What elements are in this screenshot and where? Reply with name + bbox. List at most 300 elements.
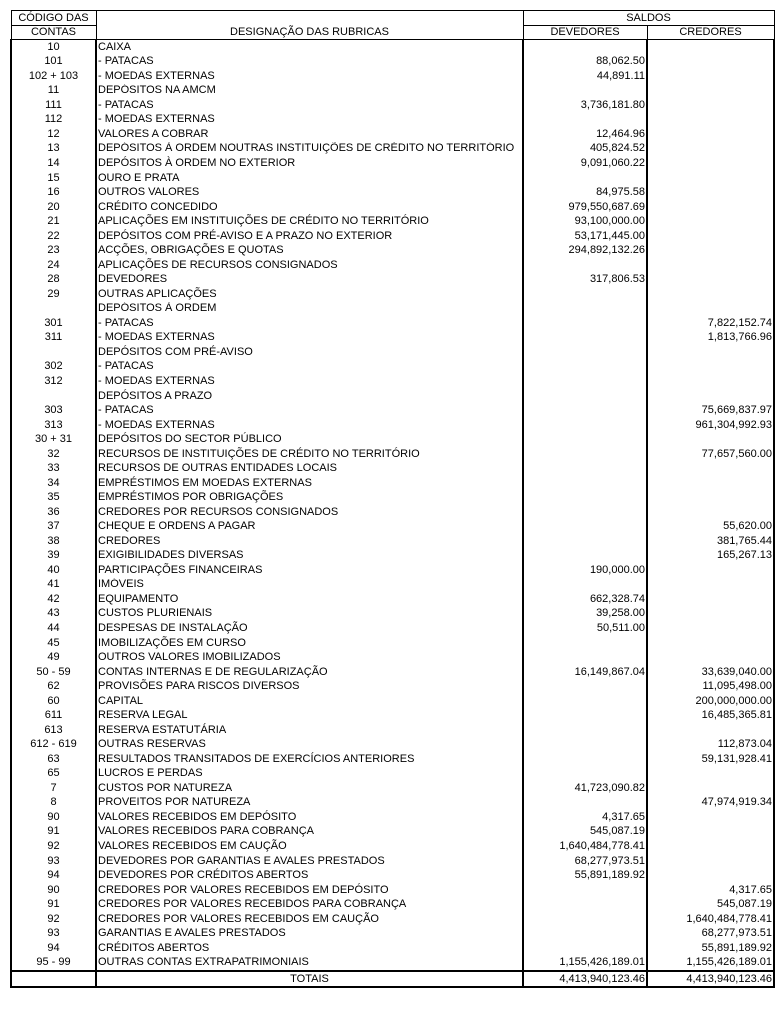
header-designation xyxy=(96,11,523,40)
account-code: 311 xyxy=(11,331,96,346)
account-code: 29 xyxy=(11,287,96,302)
credit-balance xyxy=(647,229,774,244)
debit-balance: 16,149,867.04 xyxy=(523,665,647,680)
credit-balance: 1,813,766.96 xyxy=(647,331,774,346)
table-row xyxy=(11,912,774,927)
debit-balance xyxy=(523,723,647,738)
credit-balance xyxy=(647,767,774,782)
table-row xyxy=(11,243,774,258)
debit-balance xyxy=(523,752,647,767)
table-row xyxy=(11,69,774,84)
account-description: OUTRAS APLICAÇÕES xyxy=(96,287,523,302)
table-row xyxy=(11,185,774,200)
account-code: 60 xyxy=(11,694,96,709)
balance-sheet xyxy=(10,10,773,988)
debit-balance xyxy=(523,505,647,520)
account-description: CREDORES POR RECURSOS CONSIGNADOS xyxy=(96,505,523,520)
account-description: RECURSOS DE INSTITUIÇÕES DE CRÉDITO NO TERRITÓRIO xyxy=(96,447,523,462)
table-row xyxy=(11,302,774,317)
account-description: CREDORES xyxy=(96,534,523,549)
account-description: DEPÓSITOS DO SECTOR PÚBLICO xyxy=(96,432,523,447)
account-description: OUTRAS RESERVAS xyxy=(96,738,523,753)
account-code: 62 xyxy=(11,679,96,694)
table-row xyxy=(11,447,774,462)
account-code: 92 xyxy=(11,839,96,854)
account-description: EMPRÉSTIMOS EM MOEDAS EXTERNAS xyxy=(96,476,523,491)
debit-balance xyxy=(523,40,647,55)
account-code: 94 xyxy=(11,941,96,956)
debit-balance: 317,806.53 xyxy=(523,273,647,288)
account-code: 42 xyxy=(11,592,96,607)
account-description: CONTAS INTERNAS E DE REGULARIZAÇÃO xyxy=(96,665,523,680)
credit-balance xyxy=(647,825,774,840)
table-row xyxy=(11,505,774,520)
credit-balance xyxy=(647,723,774,738)
account-code: 30 + 31 xyxy=(11,432,96,447)
account-description: EXIGIBILIDADES DIVERSAS xyxy=(96,549,523,564)
table-row xyxy=(11,287,774,302)
debit-balance xyxy=(523,432,647,447)
credit-balance: 1,640,484,778.41 xyxy=(647,912,774,927)
account-code: 50 - 59 xyxy=(11,665,96,680)
account-code xyxy=(11,389,96,404)
credit-balance: 7,822,152.74 xyxy=(647,316,774,331)
table-row xyxy=(11,214,774,229)
credit-balance: 112,873.04 xyxy=(647,738,774,753)
credit-balance xyxy=(647,98,774,113)
account-code: 91 xyxy=(11,825,96,840)
account-code: 303 xyxy=(11,403,96,418)
credit-balance xyxy=(647,621,774,636)
debit-balance xyxy=(523,461,647,476)
credit-balance xyxy=(647,839,774,854)
account-description: CRÉDITO CONCEDIDO xyxy=(96,200,523,215)
account-code: 65 xyxy=(11,767,96,782)
account-code: 8 xyxy=(11,796,96,811)
account-description: RESERVA ESTATUTÁRIA xyxy=(96,723,523,738)
account-description: IMÓVEIS xyxy=(96,578,523,593)
credit-balance: 75,669,837.97 xyxy=(647,403,774,418)
debit-balance xyxy=(523,897,647,912)
credit-balance xyxy=(647,185,774,200)
account-code: 93 xyxy=(11,926,96,941)
debit-balance: 12,464.96 xyxy=(523,127,647,142)
debit-balance xyxy=(523,476,647,491)
table-row xyxy=(11,708,774,723)
debit-balance xyxy=(523,534,647,549)
account-description: GARANTIAS E AVALES PRESTADOS xyxy=(96,926,523,941)
debit-balance: 93,100,000.00 xyxy=(523,214,647,229)
account-description: OUTROS VALORES IMOBILIZADOS xyxy=(96,650,523,665)
account-code: 90 xyxy=(11,810,96,825)
table-row xyxy=(11,897,774,912)
account-code: 37 xyxy=(11,520,96,535)
account-code: 23 xyxy=(11,243,96,258)
debit-balance: 545,087.19 xyxy=(523,825,647,840)
credit-balance xyxy=(647,113,774,128)
credit-balance: 16,485,365.81 xyxy=(647,708,774,723)
account-code: 14 xyxy=(11,156,96,171)
account-code: 36 xyxy=(11,505,96,520)
debit-balance xyxy=(523,302,647,317)
credit-balance xyxy=(647,156,774,171)
table-body xyxy=(11,40,774,972)
table-row xyxy=(11,171,774,186)
credit-balance: 200,000,000.00 xyxy=(647,694,774,709)
account-description: CUSTOS PLURIENAIS xyxy=(96,607,523,622)
credit-balance: 381,765.44 xyxy=(647,534,774,549)
account-code: 32 xyxy=(11,447,96,462)
account-description: ACÇÕES, OBRIGAÇÕES E QUOTAS xyxy=(96,243,523,258)
account-code: 313 xyxy=(11,418,96,433)
account-description: OUTROS VALORES xyxy=(96,185,523,200)
totals-devedores: 4,413,940,123.46 xyxy=(523,971,647,987)
credit-balance xyxy=(647,432,774,447)
account-description: DEVEDORES POR CRÉDITOS ABERTOS xyxy=(96,868,523,883)
table-row xyxy=(11,142,774,157)
account-description: EMPRÉSTIMOS POR OBRIGAÇÕES xyxy=(96,490,523,505)
credit-balance xyxy=(647,287,774,302)
debit-balance: 50,511.00 xyxy=(523,621,647,636)
table-row xyxy=(11,868,774,883)
account-code: 28 xyxy=(11,273,96,288)
credit-balance xyxy=(647,273,774,288)
debit-balance xyxy=(523,738,647,753)
table-row xyxy=(11,360,774,375)
debit-balance xyxy=(523,418,647,433)
account-description: DEPÓSITOS À ORDEM NO EXTERIOR xyxy=(96,156,523,171)
account-code: 612 - 619 xyxy=(11,738,96,753)
table-row xyxy=(11,389,774,404)
totals-credores: 4,413,940,123.46 xyxy=(647,971,774,987)
debit-balance: 3,736,181.80 xyxy=(523,98,647,113)
table-row xyxy=(11,738,774,753)
account-code: 93 xyxy=(11,854,96,869)
table-row xyxy=(11,679,774,694)
table-row xyxy=(11,273,774,288)
debit-balance xyxy=(523,389,647,404)
account-code: 43 xyxy=(11,607,96,622)
debit-balance xyxy=(523,708,647,723)
account-description: APLICAÇÕES DE RECURSOS CONSIGNADOS xyxy=(96,258,523,273)
account-code: 38 xyxy=(11,534,96,549)
account-description: PARTICIPAÇÕES FINANCEIRAS xyxy=(96,563,523,578)
account-description: DESPESAS DE INSTALAÇÃO xyxy=(96,621,523,636)
debit-balance xyxy=(523,767,647,782)
account-code: 45 xyxy=(11,636,96,651)
debit-balance xyxy=(523,926,647,941)
account-description: LUCROS E PERDAS xyxy=(96,767,523,782)
credit-balance xyxy=(647,243,774,258)
table-row xyxy=(11,156,774,171)
debit-balance xyxy=(523,287,647,302)
account-description: - PATACAS xyxy=(96,316,523,331)
table-row xyxy=(11,549,774,564)
account-description: DEPÓSITOS A PRAZO xyxy=(96,389,523,404)
debit-balance xyxy=(523,549,647,564)
account-description: RESULTADOS TRANSITADOS DE EXERCÍCIOS ANTERIORES xyxy=(96,752,523,767)
account-description: - MOEDAS EXTERNAS xyxy=(96,69,523,84)
account-description: CHEQUE E ORDENS A PAGAR xyxy=(96,520,523,535)
debit-balance xyxy=(523,345,647,360)
credit-balance xyxy=(647,55,774,70)
table-row xyxy=(11,331,774,346)
table-row xyxy=(11,403,774,418)
table-row xyxy=(11,461,774,476)
account-description: CAIXA xyxy=(96,40,523,55)
credit-balance xyxy=(647,374,774,389)
credit-balance xyxy=(647,505,774,520)
debit-balance xyxy=(523,578,647,593)
table-row xyxy=(11,752,774,767)
debit-balance: 41,723,090.82 xyxy=(523,781,647,796)
credit-balance xyxy=(647,592,774,607)
account-code: 24 xyxy=(11,258,96,273)
account-description: RECURSOS DE OUTRAS ENTIDADES LOCAIS xyxy=(96,461,523,476)
debit-balance xyxy=(523,447,647,462)
debit-balance xyxy=(523,360,647,375)
table-row xyxy=(11,621,774,636)
header-code-line2: CONTAS xyxy=(11,26,96,40)
debit-balance xyxy=(523,912,647,927)
credit-balance: 1,155,426,189.01 xyxy=(647,955,774,971)
table-row xyxy=(11,258,774,273)
account-description: - MOEDAS EXTERNAS xyxy=(96,113,523,128)
credit-balance: 165,267.13 xyxy=(647,549,774,564)
account-code: 22 xyxy=(11,229,96,244)
table-row xyxy=(11,374,774,389)
account-description: - PATACAS xyxy=(96,55,523,70)
account-description: CRÉDITOS ABERTOS xyxy=(96,941,523,956)
account-code xyxy=(11,345,96,360)
credit-balance: 68,277,973.51 xyxy=(647,926,774,941)
debit-balance xyxy=(523,883,647,898)
table-row xyxy=(11,345,774,360)
account-description: CREDORES POR VALORES RECEBIDOS PARA COBRANÇA xyxy=(96,897,523,912)
debit-balance xyxy=(523,490,647,505)
debit-balance xyxy=(523,374,647,389)
credit-balance xyxy=(647,127,774,142)
account-code: 613 xyxy=(11,723,96,738)
credit-balance: 77,657,560.00 xyxy=(647,447,774,462)
credit-balance xyxy=(647,476,774,491)
header-saldos: SALDOS xyxy=(523,11,774,26)
header-designation-label: DESIGNAÇÃO DAS RUBRICAS xyxy=(230,26,389,38)
account-code: 101 xyxy=(11,55,96,70)
account-code: 35 xyxy=(11,490,96,505)
totals-label: TOTAIS xyxy=(96,971,523,987)
credit-balance xyxy=(647,650,774,665)
account-description: - PATACAS xyxy=(96,98,523,113)
table-row xyxy=(11,40,774,55)
account-description: PROVEITOS POR NATUREZA xyxy=(96,796,523,811)
account-description: - MOEDAS EXTERNAS xyxy=(96,374,523,389)
debit-balance: 88,062.50 xyxy=(523,55,647,70)
debit-balance: 53,171,445.00 xyxy=(523,229,647,244)
debit-balance: 39,258.00 xyxy=(523,607,647,622)
credit-balance: 4,317.65 xyxy=(647,883,774,898)
debit-balance xyxy=(523,331,647,346)
debit-balance xyxy=(523,650,647,665)
table-row xyxy=(11,534,774,549)
account-code: 41 xyxy=(11,578,96,593)
totals-section xyxy=(11,971,774,987)
debit-balance xyxy=(523,520,647,535)
credit-balance xyxy=(647,461,774,476)
account-description: APLICAÇÕES EM INSTITUIÇÕES DE CRÉDITO NO TERRITÓRIO xyxy=(96,214,523,229)
header-code-line1: CÓDIGO DAS xyxy=(11,11,96,26)
credit-balance xyxy=(647,302,774,317)
account-code: 111 xyxy=(11,98,96,113)
account-description: CAPITAL xyxy=(96,694,523,709)
account-code: 7 xyxy=(11,781,96,796)
debit-balance xyxy=(523,113,647,128)
table-row xyxy=(11,694,774,709)
account-code: 13 xyxy=(11,142,96,157)
credit-balance xyxy=(647,389,774,404)
table-row xyxy=(11,665,774,680)
account-code: 40 xyxy=(11,563,96,578)
table-row xyxy=(11,98,774,113)
credit-balance xyxy=(647,84,774,99)
debit-balance: 979,550,687.69 xyxy=(523,200,647,215)
credit-balance xyxy=(647,607,774,622)
credit-balance xyxy=(647,258,774,273)
account-code: 302 xyxy=(11,360,96,375)
account-code: 91 xyxy=(11,897,96,912)
table-row xyxy=(11,796,774,811)
credit-balance: 55,620.00 xyxy=(647,520,774,535)
credit-balance: 59,131,928.41 xyxy=(647,752,774,767)
credit-balance xyxy=(647,171,774,186)
credit-balance xyxy=(647,578,774,593)
table-row xyxy=(11,723,774,738)
table-row xyxy=(11,490,774,505)
account-description: DEPÓSITOS COM PRÉ-AVISO E A PRAZO NO EXTERIOR xyxy=(96,229,523,244)
table-row xyxy=(11,55,774,70)
debit-balance xyxy=(523,403,647,418)
account-description: DEVEDORES POR GARANTIAS E AVALES PRESTADOS xyxy=(96,854,523,869)
table-row xyxy=(11,926,774,941)
table-row xyxy=(11,941,774,956)
account-description: DEPÓSITOS À ORDEM NOUTRAS INSTITUIÇÕES DE CRÉDITO NO TERRITÓRIO xyxy=(96,142,523,157)
credit-balance xyxy=(647,69,774,84)
debit-balance: 55,891,189.92 xyxy=(523,868,647,883)
table-row xyxy=(11,84,774,99)
table-row xyxy=(11,854,774,869)
debit-balance: 1,640,484,778.41 xyxy=(523,839,647,854)
table-row xyxy=(11,825,774,840)
account-description: DEPÓSITOS À ORDEM xyxy=(96,302,523,317)
credit-balance xyxy=(647,636,774,651)
credit-balance: 545,087.19 xyxy=(647,897,774,912)
account-description: DEPÓSITOS COM PRÉ-AVISO xyxy=(96,345,523,360)
credit-balance xyxy=(647,854,774,869)
account-code: 20 xyxy=(11,200,96,215)
debit-balance xyxy=(523,84,647,99)
account-description: RESERVA LEGAL xyxy=(96,708,523,723)
table-row xyxy=(11,839,774,854)
account-code: 92 xyxy=(11,912,96,927)
debit-balance: 190,000.00 xyxy=(523,563,647,578)
table-header xyxy=(11,11,774,40)
debit-balance: 662,328.74 xyxy=(523,592,647,607)
account-description: DEVEDORES xyxy=(96,273,523,288)
account-code: 33 xyxy=(11,461,96,476)
totals-row xyxy=(11,971,774,987)
credit-balance xyxy=(647,360,774,375)
account-description: - MOEDAS EXTERNAS xyxy=(96,418,523,433)
account-description: - PATACAS xyxy=(96,403,523,418)
credit-balance xyxy=(647,490,774,505)
credit-balance xyxy=(647,810,774,825)
account-code: 15 xyxy=(11,171,96,186)
debit-balance: 1,155,426,189.01 xyxy=(523,955,647,971)
credit-balance: 47,974,919.34 xyxy=(647,796,774,811)
credit-balance: 961,304,992.93 xyxy=(647,418,774,433)
table-row xyxy=(11,607,774,622)
account-description: CUSTOS POR NATUREZA xyxy=(96,781,523,796)
table-row xyxy=(11,316,774,331)
account-description: CREDORES POR VALORES RECEBIDOS EM CAUÇÃO xyxy=(96,912,523,927)
debit-balance xyxy=(523,679,647,694)
account-code: 112 xyxy=(11,113,96,128)
account-code: 21 xyxy=(11,214,96,229)
debit-balance: 84,975.58 xyxy=(523,185,647,200)
debit-balance: 405,824.52 xyxy=(523,142,647,157)
account-code: 95 - 99 xyxy=(11,955,96,971)
account-code: 16 xyxy=(11,185,96,200)
account-code xyxy=(11,302,96,317)
debit-balance: 68,277,973.51 xyxy=(523,854,647,869)
account-description: EQUIPAMENTO xyxy=(96,592,523,607)
table-row xyxy=(11,636,774,651)
table-row xyxy=(11,767,774,782)
account-description: OUTRAS CONTAS EXTRAPATRIMONIAIS xyxy=(96,955,523,971)
table-row xyxy=(11,432,774,447)
table-row xyxy=(11,200,774,215)
table-row xyxy=(11,883,774,898)
table-row xyxy=(11,578,774,593)
credit-balance: 11,095,498.00 xyxy=(647,679,774,694)
account-description: IMOBILIZAÇÕES EM CURSO xyxy=(96,636,523,651)
table-row xyxy=(11,127,774,142)
debit-balance: 4,317.65 xyxy=(523,810,647,825)
account-description: - MOEDAS EXTERNAS xyxy=(96,331,523,346)
debit-balance xyxy=(523,258,647,273)
debit-balance xyxy=(523,316,647,331)
credit-balance xyxy=(647,868,774,883)
table-row xyxy=(11,592,774,607)
credit-balance xyxy=(647,200,774,215)
account-code: 39 xyxy=(11,549,96,564)
debit-balance: 294,892,132.26 xyxy=(523,243,647,258)
account-description: VALORES RECEBIDOS EM DEPÓSITO xyxy=(96,810,523,825)
debit-balance xyxy=(523,694,647,709)
table-row xyxy=(11,955,774,971)
account-description: VALORES RECEBIDOS PARA COBRANÇA xyxy=(96,825,523,840)
account-code: 49 xyxy=(11,650,96,665)
debit-balance xyxy=(523,171,647,186)
account-code: 94 xyxy=(11,868,96,883)
credit-balance xyxy=(647,214,774,229)
account-description: PROVISÕES PARA RISCOS DIVERSOS xyxy=(96,679,523,694)
account-code: 90 xyxy=(11,883,96,898)
header-devedores: DEVEDORES xyxy=(523,26,647,40)
credit-balance xyxy=(647,142,774,157)
totals-code-cell xyxy=(11,971,96,987)
trial-balance-table xyxy=(10,10,775,988)
